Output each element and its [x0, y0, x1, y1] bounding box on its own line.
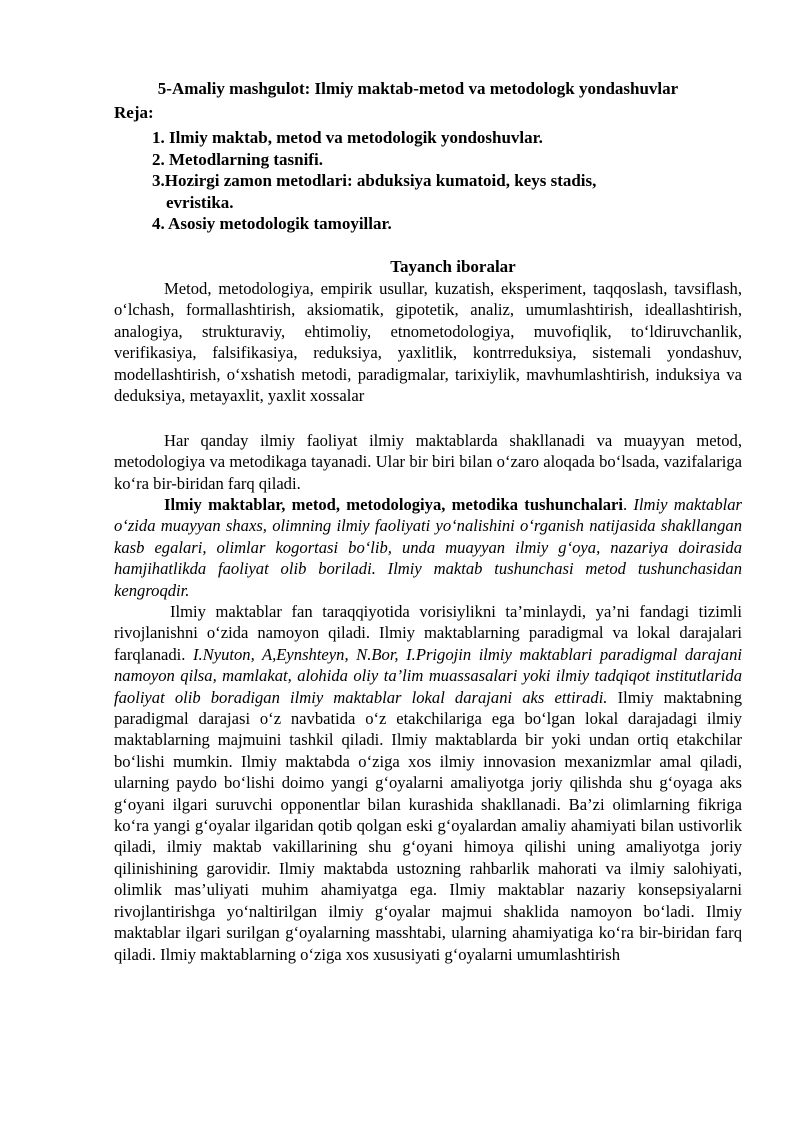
paragraph-intro: Har qanday ilmiy faoliyat ilmiy maktablarda shakllanadi va muayyan metod, metodologiya va metodikaga tayanadi. Ular bir biri bilan o‘zaro aloqada bo‘lsada, vazifalariga ko‘ra bir-biridan farq qiladi.: [114, 431, 742, 493]
plan-item: 1. Ilmiy maktab, metod va metodologik yondoshuvlar.: [152, 128, 543, 147]
plan-label: Reja:: [114, 103, 154, 122]
plan-list: [152, 127, 712, 235]
definitions-text: Ilmiy maktablar o‘zida muayyan shaxs, olimning ilmiy faoliyati yo‘nalishini o‘rganish natijasida shakllangan kasb egalari, olimlar kogortasi bo‘lib, unda muayyan ilmiy g‘oya, nazariya doirasida hamjihatlikda faoliyat olib boriladi. Ilmiy maktab tushunchasi metod tushunchasidan kengroqdir.: [114, 495, 742, 600]
paragraph-schools: [114, 601, 742, 965]
definitions-heading: Ilmiy maktablar, metod, metodologiya, metodika tushunchalari: [164, 495, 623, 514]
schools-text-italic: I.Nyuton, A,Eynshteyn, N.Bor, I.Prigojin ilmiy maktablari paradigmal darajani namoyon qilsa, mamlakat, alohida oliy ta’lim muassasalari yoki ilmiy tadqiqot institutlarida faoliyat olib boradigan ilmiy maktablar lokal darajani aks ettiradi.: [114, 644, 742, 707]
plan-item: 3.Hozirgi zamon metodlari: abduksiya kumatoid, keys stadis,: [152, 171, 597, 191]
definitions-separator: .: [622, 495, 634, 514]
plan-item: 2. Metodlarning tasnifi.: [152, 149, 323, 169]
plan-item: 4. Asosiy metodologik tamoyillar.: [152, 214, 392, 234]
keywords-paragraph: Metod, metodologiya, empirik usullar, kuzatish, eksperiment, taqqoslash, tavsiflash, o‘lchash, formallashtirish, aksiomatik, gipotetik, analiz, umumlashtirish, ideallashtirish, analogiya, strukturaviy, ehtimoliy, etnometodologiya, muvofiqlik, to‘ldiruvchanlik, verifikasiya, falsifikasiya, reduksiya, yaxlitlik, kontrreduksiya, sistemali yondashuv, modellashtirish, o‘xshatish metodi, paradigmalar, tarixiylik, mavhumlashtirish, induksiya va deduksiya, metayaxlit, yaxlit xossalar: [114, 279, 742, 406]
paragraph-definitions: [114, 494, 742, 601]
page-title: 5-Amaliy mashgulot: Ilmiy maktab-metod va metodologk yondashuvlar: [157, 79, 679, 98]
schools-text-a: Ilmiy maktablar fan taraqqiyotida vorisiylikni ta’minlaydi, ya’ni fandagi tizimli rivojlanishni o‘zida namoyon qiladi. Ilmiy maktablarning paradigmal va lokal darajalari farqlanadi.: [114, 602, 742, 664]
schools-text-b: Ilmiy maktabning paradigmal darajasi o‘z navbatida o‘z etakchilariga ega bo‘lgan lokal darajadagi ilmiy maktablarning majmuini tashkil qiladi. Ilmiy maktablarda bir yoki undan ortiq etakchilar bo‘lishi mumkin. Ilmiy maktabda o‘ziga xos ilmiy innovasion mexanizmlar amal qiladi, ularning paydo bo‘lishi doimo yangi g‘oyalarni amaliyotga joriy qilishda shu g‘oyaga aks g‘oyani ilgari suruvchi opponentlar bilan kurashida shakllanadi. Ba’zi olimlarning fikriga ko‘ra yangi g‘oyalar ilgaridan qotib qolgan eski g‘oyalardan amaliy ahamiyati bilan ustivorlik qiladi, ilmiy maktab vakillarining shu g‘oyani himoya qilishi uning amaliyotga joriy qilinishining garovidir. Ilmiy maktabda ustozning rahbarlik mahorati va ilmiy salohiyati, olimlik mas’uliyati muhim ahamiyatga ega. Ilmiy maktablar nazariy konsepsiyalarni rivojlantirishga yo‘naltirilgan ilmiy g‘oyalar majmui shaklida namoyon bo‘ladi. Ilmiy maktablar ilgari surilgan g‘oyalarning masshtabi, ularning ahamiyatiga ko‘ra bir-biridan farq qiladi. Ilmiy maktablarning o‘ziga xos xususiyati g‘oyalarni umumlashtirish: [114, 687, 742, 964]
keywords-heading: Tayanch iboralar: [390, 257, 516, 276]
plan-item-continuation: evristika.: [166, 192, 234, 212]
